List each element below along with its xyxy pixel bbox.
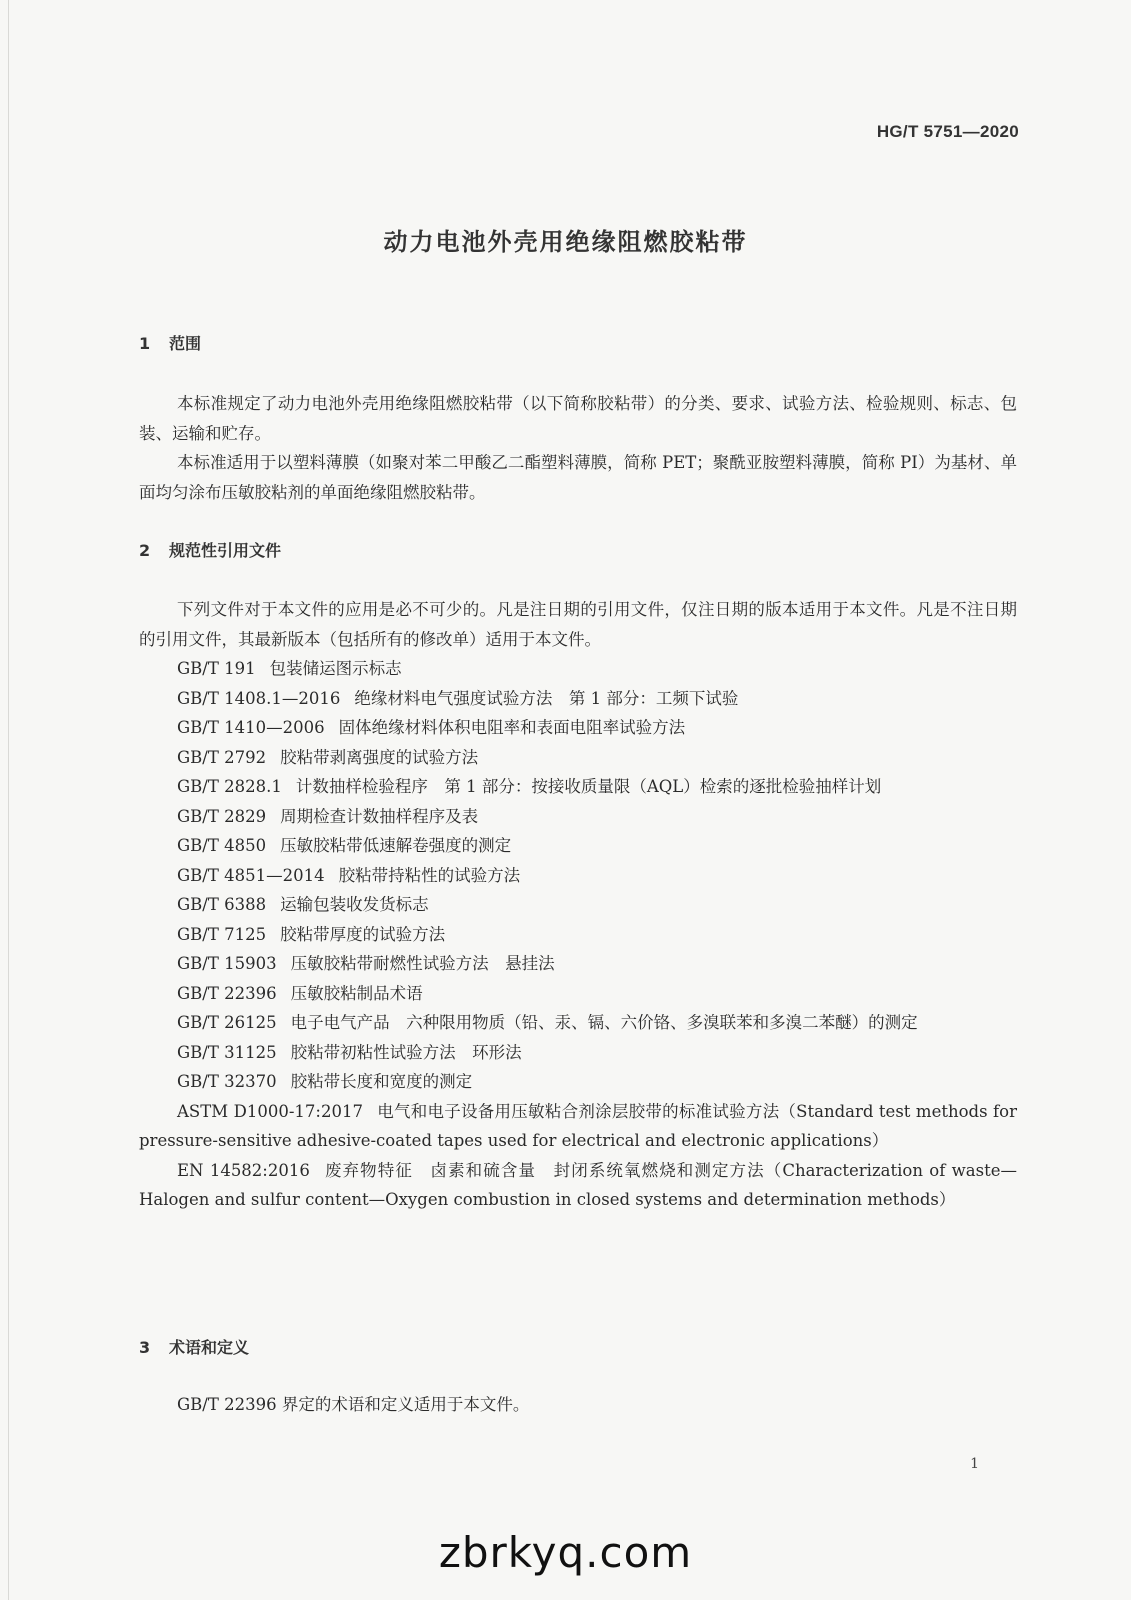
reference-code: GB/T 1408.1—2016 [177, 688, 341, 708]
reference-item [139, 890, 1017, 920]
reference-item [139, 979, 1017, 1009]
reference-code: ASTM D1000-17:2017 [177, 1101, 363, 1121]
reference-code: GB/T 2828.1 [177, 777, 282, 796]
section-3-heading [139, 1335, 249, 1358]
reference-code: EN 14582:2016 [177, 1160, 310, 1180]
paragraph: 本标准规定了动力电池外壳用绝缘阻燃胶粘带（以下简称胶粘带）的分类、要求、试验方法、检验规则、标志、包装、运输和贮存。 [139, 394, 1017, 443]
reference-title: 周期检查计数抽样程序及表 [280, 806, 479, 826]
reference-title: 固体绝缘材料体积电阻率和表面电阻率试验方法 [338, 718, 686, 737]
reference-title: 胶粘带剥离强度的试验方法 [280, 747, 479, 767]
reference-item [139, 684, 1017, 714]
reference-code: GB/T 6388 [177, 895, 267, 914]
reference-item [139, 949, 1017, 979]
section-title: 范围 [169, 334, 202, 353]
reference-title: 计数抽样检验程序 第 1 部分：按接收质量限（AQL）检索的逐批检验抽样计划 [295, 777, 882, 796]
reference-code: GB/T 31125 [177, 1042, 277, 1062]
reference-code: GB/T 26125 [177, 1013, 277, 1032]
reference-item [139, 772, 1017, 802]
reference-list [139, 654, 1017, 1215]
reference-code: GB/T 15903 [177, 954, 277, 973]
reference-item [139, 802, 1017, 832]
reference-item [139, 831, 1017, 861]
reference-title: 胶粘带初粘性试验方法 环形法 [290, 1042, 522, 1062]
reference-item [139, 1097, 1017, 1156]
reference-code: GB/T 7125 [177, 924, 267, 944]
section-1-body [139, 389, 1017, 507]
reference-title: 废弃物特征 卤素和硫含量 封闭系统氧燃烧和测定方法（Characterization of waste—Halogen and sulfur content—Oxygen combustion in closed systems and determination methods） [139, 1160, 1017, 1209]
reference-title: 胶粘带持粘性的试验方法 [338, 865, 521, 885]
reference-code: GB/T 2792 [177, 747, 267, 767]
reference-item [139, 861, 1017, 891]
reference-item [139, 1067, 1017, 1097]
reference-code: GB/T 32370 [177, 1072, 277, 1091]
reference-item [139, 1156, 1017, 1215]
reference-title: 压敏胶粘带低速解卷强度的测定 [280, 836, 512, 855]
document-title: 动力电池外壳用绝缘阻燃胶粘带 [383, 228, 748, 256]
section-title: 术语和定义 [169, 1338, 250, 1357]
reference-title: 包装储运图示标志 [269, 659, 402, 678]
reference-title: 胶粘带厚度的试验方法 [280, 924, 446, 944]
reference-title: 压敏胶粘带耐燃性试验方法 悬挂法 [290, 954, 555, 973]
section-1-heading [139, 331, 201, 354]
reference-item [139, 920, 1017, 950]
paragraph: GB/T 22396 界定的术语和定义适用于本文件。 [177, 1395, 530, 1414]
reference-title: 电子电气产品 六种限用物质（铅、汞、镉、六价铬、多溴联苯和多溴二苯醚）的测定 [290, 1013, 918, 1032]
watermark: zbrkyq.com [438, 1528, 693, 1577]
section-number: 1 [139, 334, 151, 353]
reference-code: GB/T 2829 [177, 806, 267, 826]
section-number: 3 [139, 1338, 151, 1357]
paragraph: 本标准适用于以塑料薄膜（如聚对苯二甲酸乙二酯塑料薄膜，简称 PET；聚酰亚胺塑料薄膜，简称 PI）为基材、单面均匀涂布压敏胶粘剂的单面绝缘阻燃胶粘带。 [139, 453, 1017, 502]
reference-title: 胶粘带长度和宽度的测定 [290, 1072, 473, 1091]
section-2-heading [139, 538, 281, 561]
reference-title: 电气和电子设备用压敏粘合剂涂层胶带的标准试验方法（Standard test methods for pressure-sensitive adhesive-coated tapes used for electrical and electronic applications） [139, 1101, 1017, 1150]
section-2-intro [139, 595, 1017, 654]
reference-code: GB/T 1410—2006 [177, 718, 325, 737]
paragraph: 下列文件对于本文件的应用是必不可少的。凡是注日期的引用文件，仅注日期的版本适用于本文件。凡是不注日期的引用文件，其最新版本（包括所有的修改单）适用于本文件。 [139, 600, 1017, 649]
reference-code: GB/T 22396 [177, 983, 277, 1003]
section-number: 2 [139, 541, 151, 560]
page-number: 1 [970, 1456, 979, 1472]
reference-item [139, 1038, 1017, 1068]
reference-title: 压敏胶粘制品术语 [290, 983, 423, 1003]
reference-item [139, 713, 1017, 743]
section-3-body [139, 1390, 1017, 1420]
standard-code: HG/T 5751—2020 [876, 122, 1019, 141]
reference-code: GB/T 191 [177, 659, 256, 678]
reference-code: GB/T 4850 [177, 836, 267, 855]
reference-item [139, 654, 1017, 684]
reference-item [139, 1008, 1017, 1038]
reference-code: GB/T 4851—2014 [177, 865, 325, 885]
reference-title: 运输包装收发货标志 [280, 895, 429, 914]
reference-item [139, 743, 1017, 773]
reference-title: 绝缘材料电气强度试验方法 第 1 部分：工频下试验 [354, 688, 739, 708]
section-title: 规范性引用文件 [169, 541, 282, 560]
